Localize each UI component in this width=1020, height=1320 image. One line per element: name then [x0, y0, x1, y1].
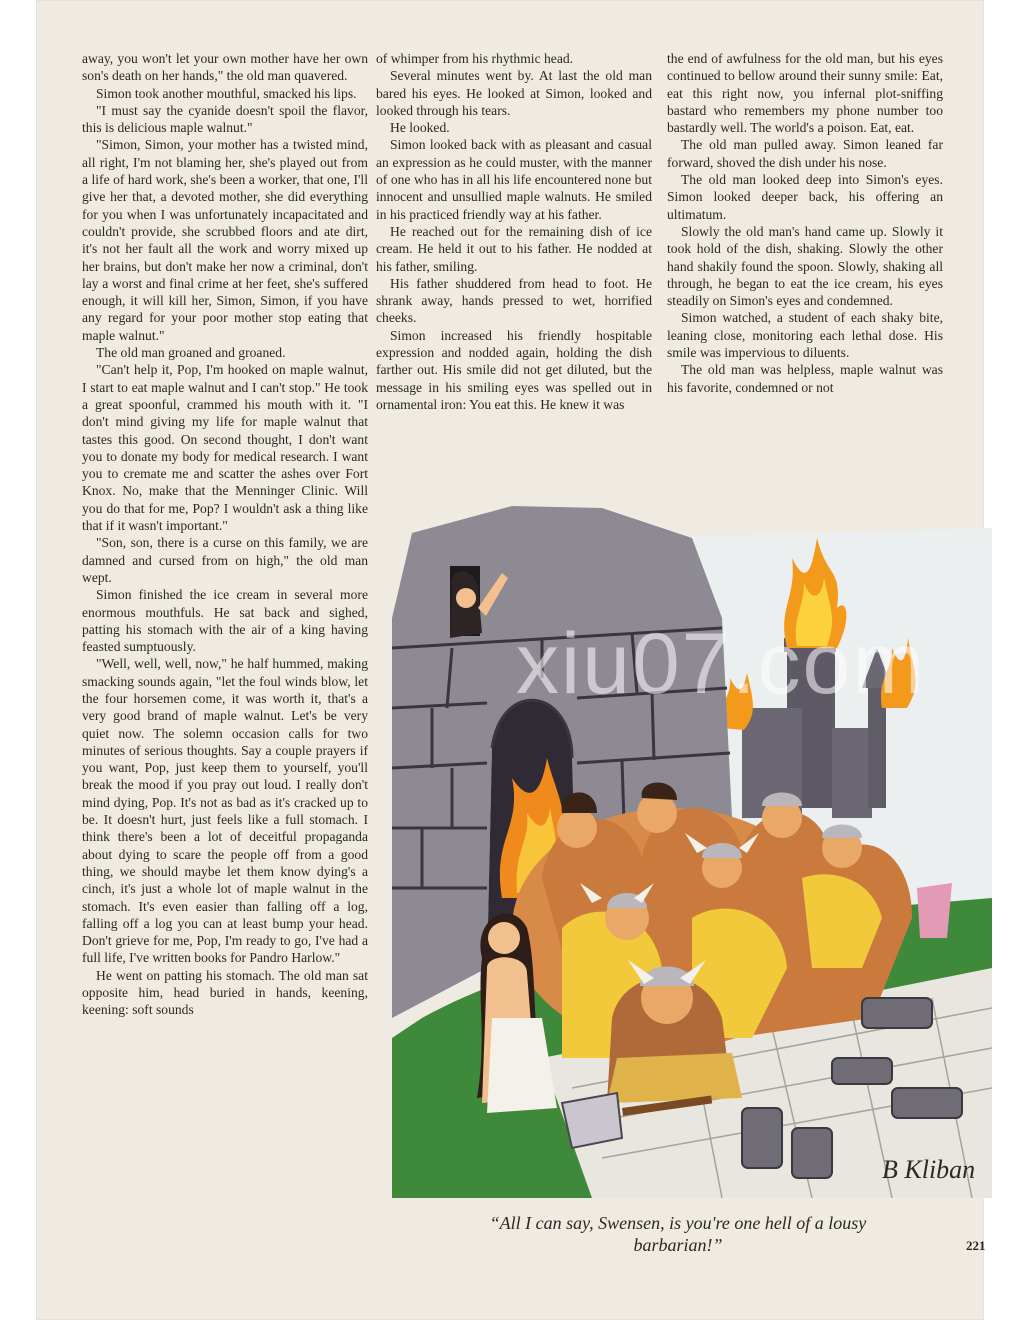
cartoon-illustration	[392, 498, 992, 1198]
paragraph: the end of awfulness for the old man, but his eyes continued to bellow around their sunny smile: Eat, eat this right now, you infernal plot-sniffing bastard who remembers my phone number too bastardly well. The world's a poison. Eat, eat.	[667, 51, 943, 136]
paragraph: away, you won't let your own mother have her own son's death on her hands," the old man quavered.	[82, 51, 368, 84]
paragraph: He went on patting his stomach. The old man sat opposite him, head buried in hands, keening, keening: soft sounds	[82, 967, 368, 1018]
paragraph: "Well, well, well, now," he half hummed, making smacking sounds again, "let the foul winds blow, let the four horsemen come, it was worth it, that's a very good brand of maple walnut. Let's be very quiet now. The solemn occasion calls for two minutes of serious thoughts. Say a couple prayers if you want, Pop, just keep them to yourself, you'll break the mood if you pray out loud. I really don't mind dying, Pop. It's not as bad as it's cracked up to be. It doesn't hurt, just feels like a full stomach. I think there's been a lot of deceitful propaganda about dying to scare the people off from a good thing, we should maybe let them know dying's a cinch, it's just a whole lot of maple walnut in the stomach. It's even easier than falling off a log, falling off a log you can at least bump your head. Don't grieve for me, Pop, I'm ready to go, I've had a full life, I've written books for Pandro Harlow."	[82, 656, 368, 966]
paragraph: Several minutes went by. At last the old man bared his eyes. He looked at Simon, looked and looked through his tears.	[376, 68, 652, 118]
text-column-1	[82, 50, 368, 1019]
paragraph: of whimper from his rhythmic head.	[376, 51, 574, 66]
paragraph: "I must say the cyanide doesn't spoil the flavor, this is delicious maple walnut."	[82, 102, 368, 136]
paragraph: Simon looked back with as pleasant and casual an expression as he could muster, with the manner of one who has in all his life encountered none but innocent and unsullied maple walnuts. He smiled in his practiced friendly way at his father.	[376, 137, 652, 222]
paragraph: Simon watched, a student of each shaky bite, leaning close, monitoring each lethal dose. His smile was impervious to diluents.	[667, 310, 943, 361]
paragraph: "Simon, Simon, your mother has a twisted mind, all right, I'm not blaming her, she's played out from a life of hard work, she's been a worker, that one, I'll give her that, a devoted mother, she did everything for you when I was unfortunately incapacitated and couldn't provide, she scrubbed floors and ate dirt, it's not her fault all the work and worry mixed up her brains, but don't make her now a criminal, don't lay a worst and final crime at her feet, she's suffered enough, it will kill her, Simon, Simon, if you have any regard for your poor mother stop eating that maple walnut."	[82, 137, 368, 343]
paragraph: The old man looked deep into Simon's eyes. Simon looked deeper back, his offering an ultimatum.	[667, 172, 943, 222]
paragraph: The old man was helpless, maple walnut was his favorite, condemned or not	[667, 362, 943, 395]
paragraph: He reached out for the remaining dish of ice cream. He held it out to his father. He nodded at his father, smiling.	[376, 223, 652, 274]
page-number: 221	[966, 1238, 986, 1253]
text-column-3	[667, 50, 943, 396]
paragraph: Simon increased his friendly hospitable expression and nodded again, holding the dish farther out. His smile did not get diluted, but the message in his smiling eyes was spelled out in ornamental iron: You eat this. He knew it was	[376, 327, 652, 412]
paragraph: Slowly the old man's hand came up. Slowly it took hold of the dish, shaking. Slowly the other hand shakily found the spoon. Slowly, shaking all through, he began to eat the ice cream, his eyes steadily on Simon's eyes and condemned.	[667, 223, 943, 309]
paragraph: The old man pulled away. Simon leaned far forward, shoved the dish under his nose.	[667, 137, 943, 170]
paragraph: "Can't help it, Pop, I'm hooked on maple walnut, I start to eat maple walnut and I can't stop." He took a great spoonful, crammed his mouth with it. "I don't mind giving my life for maple walnut that tastes this good. On second thought, I don't want you to donate my body for medical research. I want you to cremate me and scatter the ashes over Fort Knox. No, make that the Menninger Clinic. Will you do that for me, Pop? I wouldn't ask a thing like that if it wasn't important."	[82, 362, 368, 534]
paragraph: He looked.	[390, 120, 450, 136]
paragraph: "Son, son, there is a curse on this family, we are damned and cursed from on high," the old man wept.	[82, 535, 368, 585]
paragraph: Simon took another mouthful, smacked his lips.	[96, 85, 357, 101]
magazine-page	[36, 0, 984, 1320]
paragraph: The old man groaned and groaned.	[96, 345, 286, 361]
watermark: xiu07.com	[516, 616, 926, 712]
paragraph: Simon finished the ice cream in several more enormous mouthfuls. He sat back and sighed, patting his stomach with the air of a king having feasted sumptuously.	[82, 587, 368, 655]
artist-signature: B Kliban	[882, 1155, 976, 1184]
cartoon-caption: “All I can say, Swensen, is you're one hell of a lousy barbarian!”	[489, 1213, 867, 1255]
text-column-2	[376, 50, 652, 413]
paragraph: His father shuddered from head to foot. He shrank away, hands pressed to wet, horrified cheeks.	[376, 275, 652, 326]
